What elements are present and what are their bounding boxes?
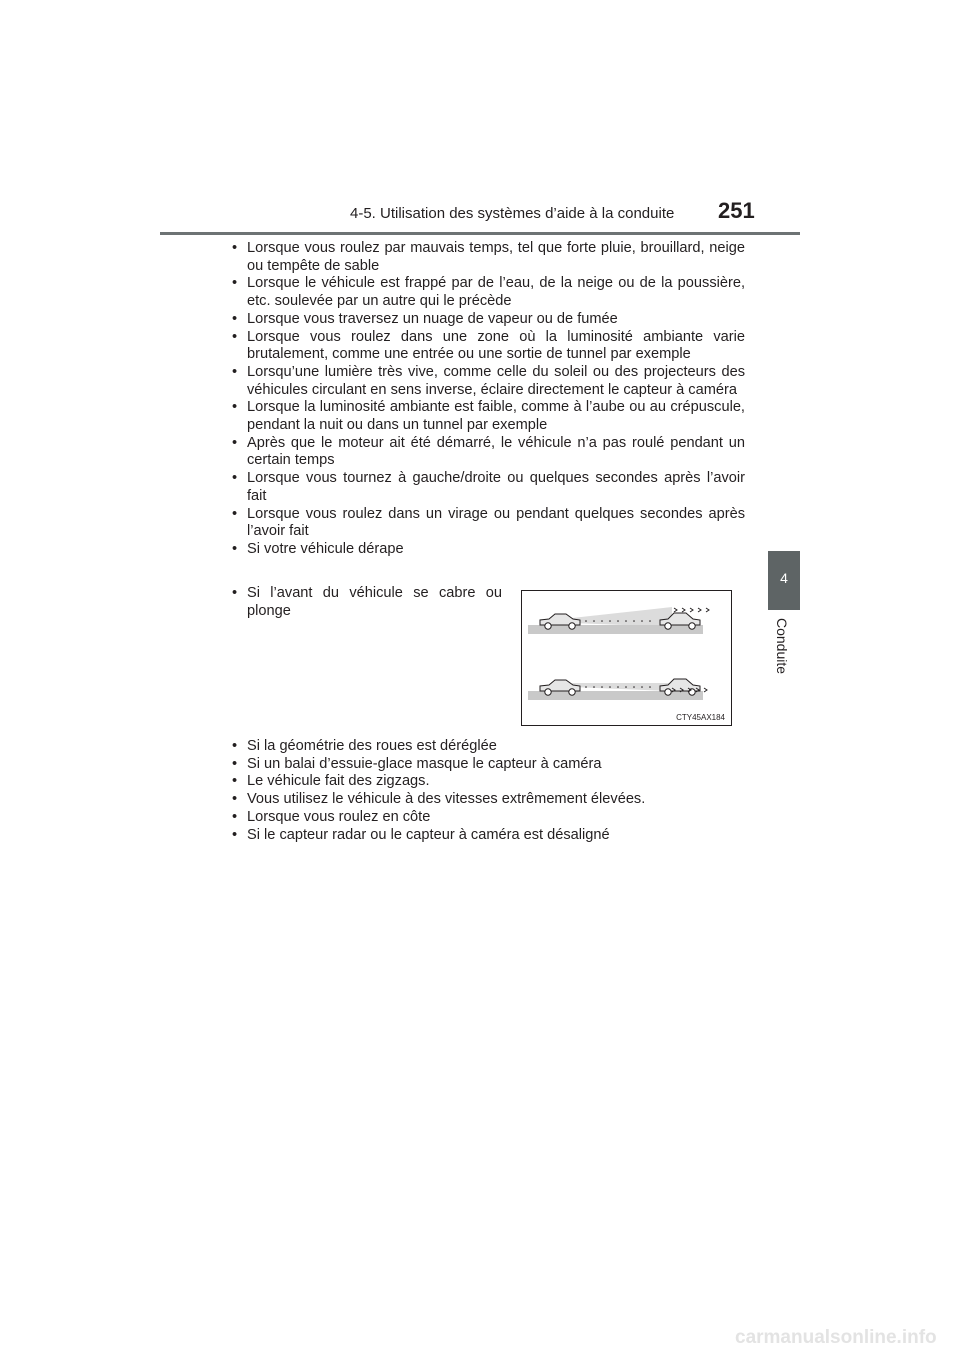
list-item: • Si un balai d’essuie-glace masque le capteur à caméra: [232, 756, 745, 774]
page-number: 251: [718, 198, 755, 223]
chapter-tab-number: 4: [780, 570, 788, 586]
condition-list-top: [232, 240, 745, 559]
list-item: • Si le capteur radar ou le capteur à caméra est désaligné: [232, 827, 745, 845]
list-item: • Vous utilisez le véhicule à des vitesses extrêmement élevées.: [232, 791, 745, 809]
list-item: • Lorsque le véhicule est frappé par de l’eau, de la neige ou de la poussière, etc. soulevée par un autre qui le précède: [232, 275, 745, 310]
list-item: • Lorsque vous traversez un nuage de vapeur ou de fumée: [232, 311, 745, 329]
list-item: • Lorsque vous tournez à gauche/droite ou quelques secondes après l’avoir fait: [232, 470, 745, 505]
list-item: • Lorsqu’une lumière très vive, comme celle du soleil ou des projecteurs des véhicules circulant en sens inverse, éclaire directement le capteur à caméra: [232, 364, 745, 399]
road-shape: [528, 625, 703, 634]
condition-list-figure: [232, 585, 502, 620]
list-item: • Lorsque vous roulez dans un virage ou pendant quelques secondes après l’avoir fait: [232, 506, 745, 541]
chapter-tab-label: Conduite: [774, 618, 790, 675]
list-item: • Lorsque vous roulez dans une zone où la luminosité ambiante varie brutalement, comme une entrée ou une sortie de tunnel par exemple: [232, 329, 745, 364]
list-item: • Si la géométrie des roues est déréglée: [232, 738, 745, 756]
list-item: • Après que le moteur ait été démarré, le véhicule n’a pas roulé pendant un certain temps: [232, 435, 745, 470]
list-item: • Le véhicule fait des zigzags.: [232, 773, 745, 791]
road-shape: [528, 691, 703, 700]
list-item: • Lorsque la luminosité ambiante est faible, comme à l’aube ou au crépuscule, pendant la nuit ou dans un tunnel par exemple: [232, 399, 745, 434]
watermark: carmanualsonline.info: [735, 1327, 937, 1348]
list-item: • Lorsque vous roulez par mauvais temps, tel que forte pluie, brouillard, neige ou tempête de sable: [232, 240, 745, 275]
pitching-vehicle-illustration: [522, 591, 731, 725]
radar-beam-shape: [572, 607, 672, 627]
list-item: • Si votre véhicule dérape: [232, 541, 745, 559]
figure-code: CTY45AX184: [676, 713, 725, 722]
list-item: • Lorsque vous roulez en côte: [232, 809, 745, 827]
pitching-vehicle-figure: [521, 590, 732, 726]
condition-list-bottom: [232, 738, 745, 844]
motion-arrows-shape: [674, 608, 709, 612]
section-title: 4-5. Utilisation des systèmes d’aide à la conduite: [350, 205, 675, 222]
list-item: • Si l’avant du véhicule se cabre ou plonge: [232, 585, 502, 620]
header-rule: [160, 232, 800, 235]
